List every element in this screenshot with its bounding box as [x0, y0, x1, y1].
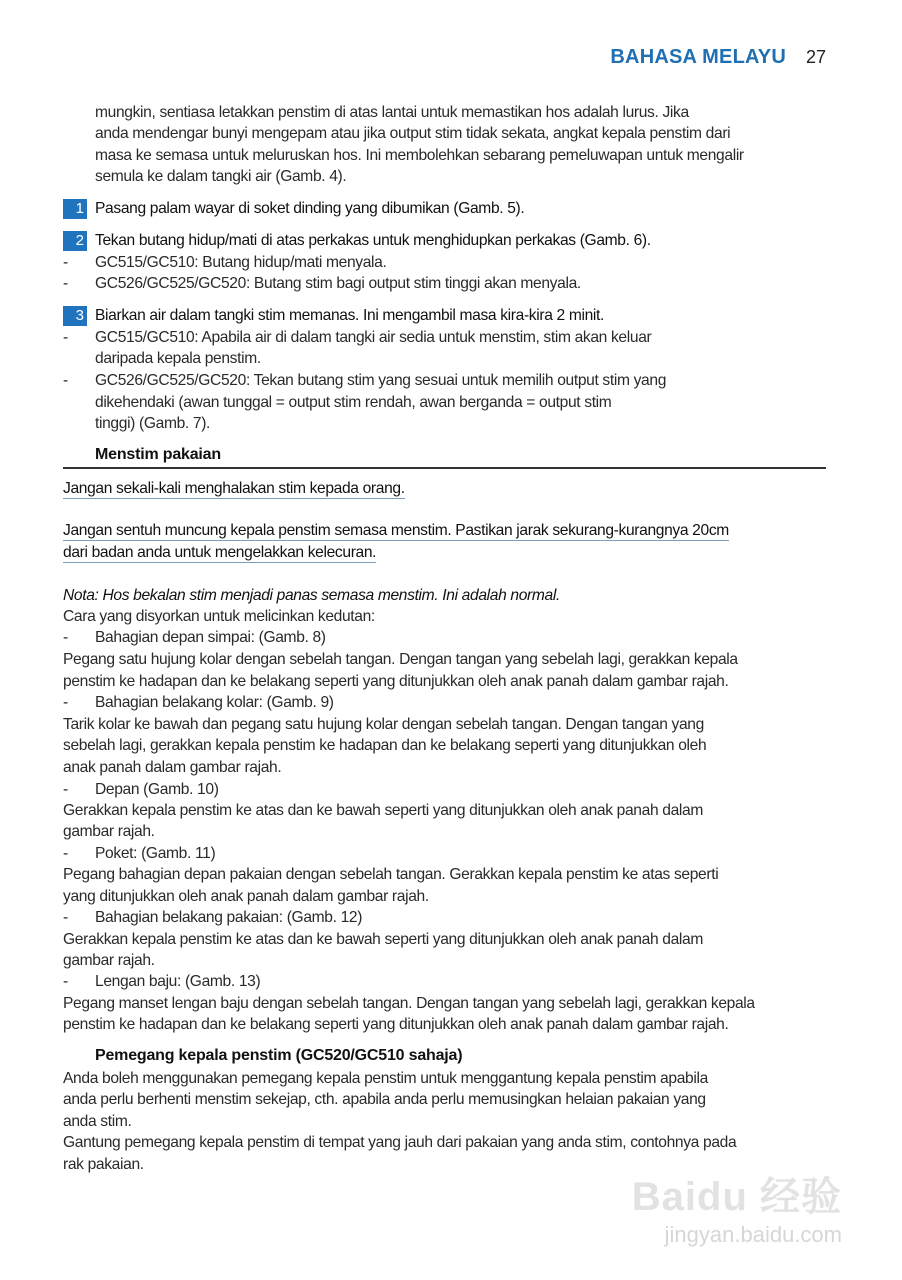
text-line: gambar rajah. — [63, 952, 155, 969]
text-line: Gantung pemegang kepala penstim di tempat yang jauh dari pakaian yang anda stim, contohnya pada — [63, 1134, 737, 1151]
bullet-dash: - — [63, 845, 69, 862]
bullet-dash: - — [63, 329, 69, 346]
step-number-badge: 1 — [63, 199, 87, 219]
text-line: anda stim. — [63, 1113, 132, 1130]
text-line: anda mendengar bunyi mengepam atau jika output stim tidak sekata, angkat kepala penstim dari — [95, 125, 731, 142]
text-line: Tarik kolar ke bawah dan pegang satu hujung kolar dengan sebelah tangan. Dengan tangan yang — [63, 716, 704, 733]
bullet-text: Bahagian depan simpai: (Gamb. 8) — [95, 629, 326, 646]
bullet-text: tinggi) (Gamb. 7). — [95, 415, 211, 432]
warning-text: Jangan sekali-kali menghalakan stim kepada orang. — [63, 480, 405, 497]
bullet-dash: - — [63, 372, 69, 389]
warning-text: dari badan anda untuk mengelakkan kelecuran. — [63, 544, 377, 561]
text-line: gambar rajah. — [63, 823, 155, 840]
text-line: Pegang manset lengan baju dengan sebelah tangan. Dengan tangan yang sebelah lagi, gerakkan kepala — [63, 995, 755, 1012]
heading-divider — [63, 467, 826, 469]
watermark-logo: Baidu 经验 — [631, 1175, 842, 1219]
text-line: Cara yang disyorkan untuk melicinkan kedutan: — [63, 608, 375, 625]
section-heading: Menstim pakaian — [95, 446, 221, 463]
text-line: yang ditunjukkan oleh anak panah dalam gambar rajah. — [63, 888, 429, 905]
section-language-title: BAHASA MELAYU — [610, 46, 786, 68]
bullet-text: GC526/GC525/GC520: Butang stim bagi output stim tinggi akan menyala. — [95, 275, 581, 292]
step-text: Pasang palam wayar di soket dinding yang dibumikan (Gamb. 5). — [95, 200, 525, 217]
watermark — [632, 1165, 842, 1248]
bullet-text: Poket: (Gamb. 11) — [95, 845, 216, 862]
text-line: Gerakkan kepala penstim ke atas dan ke bawah seperti yang ditunjukkan oleh anak panah dalam — [63, 931, 703, 948]
bullet-dash: - — [63, 781, 69, 798]
bullet-text: Bahagian belakang kolar: (Gamb. 9) — [95, 694, 334, 711]
bullet-dash: - — [63, 909, 69, 926]
bullet-dash: - — [63, 254, 69, 271]
bullet-text: GC515/GC510: Apabila air di dalam tangki air sedia untuk menstim, stim akan keluar — [95, 329, 652, 346]
section-heading: Pemegang kepala penstim (GC520/GC510 sahaja) — [95, 1047, 463, 1064]
bullet-dash: - — [63, 275, 69, 292]
text-line: anak panah dalam gambar rajah. — [63, 759, 282, 776]
text-line: penstim ke hadapan dan ke belakang seperti yang ditunjukkan oleh anak panah dalam gambar rajah. — [63, 1016, 729, 1033]
bullet-text: Depan (Gamb. 10) — [95, 781, 219, 798]
step-number-badge: 2 — [63, 231, 87, 251]
text-line: Anda boleh menggunakan pemegang kepala penstim untuk menggantung kepala penstim apabila — [63, 1070, 708, 1087]
text-line: penstim ke hadapan dan ke belakang seperti yang ditunjukkan oleh anak panah dalam gambar rajah. — [63, 673, 729, 690]
bullet-dash: - — [63, 629, 69, 646]
bullet-text: daripada kepala penstim. — [95, 350, 261, 367]
bullet-text: dikehendaki (awan tunggal = output stim rendah, awan berganda = output stim — [95, 394, 612, 411]
text-line: Gerakkan kepala penstim ke atas dan ke bawah seperti yang ditunjukkan oleh anak panah dalam — [63, 802, 703, 819]
text-line: Pegang bahagian depan pakaian dengan sebelah tangan. Gerakkan kepala penstim ke atas seperti — [63, 866, 719, 883]
text-line: masa ke semasa untuk meluruskan hos. Ini membolehkan sebarang pemeluwapan untuk mengalir — [95, 147, 744, 164]
bullet-text: Bahagian belakang pakaian: (Gamb. 12) — [95, 909, 363, 926]
text-line: Pegang satu hujung kolar dengan sebelah tangan. Dengan tangan yang sebelah lagi, gerakkan kepala — [63, 651, 738, 668]
text-line: sebelah lagi, gerakkan kepala penstim ke hadapan dan ke belakang seperti yang ditunjukkan oleh — [63, 737, 707, 754]
bullet-text: GC526/GC525/GC520: Tekan butang stim yang sesuai untuk memilih output stim yang — [95, 372, 667, 389]
step-text: Biarkan air dalam tangki stim memanas. Ini mengambil masa kira-kira 2 minit. — [95, 307, 604, 324]
bullet-dash: - — [63, 694, 69, 711]
text-line: anda perlu berhenti menstim sekejap, cth. apabila anda perlu memusingkan helaian pakaian yang — [63, 1091, 706, 1108]
watermark-url: jingyan.baidu.com — [664, 1222, 842, 1247]
page-number: 27 — [805, 47, 826, 67]
text-line: semula ke dalam tangki air (Gamb. 4). — [95, 168, 347, 185]
warning-text: Jangan sentuh muncung kepala penstim semasa menstim. Pastikan jarak sekurang-kurangnya 20cm — [63, 522, 729, 539]
bullet-text: Lengan baju: (Gamb. 13) — [95, 973, 261, 990]
text-line: rak pakaian. — [63, 1156, 144, 1173]
step-text: Tekan butang hidup/mati di atas perkakas untuk menghidupkan perkakas (Gamb. 6). — [95, 232, 651, 249]
text-line: mungkin, sentiasa letakkan penstim di atas lantai untuk memastikan hos adalah lurus. Jika — [95, 104, 689, 121]
note-text: Nota: Hos bekalan stim menjadi panas semasa menstim. Ini adalah normal. — [63, 587, 560, 604]
bullet-text: GC515/GC510: Butang hidup/mati menyala. — [95, 254, 387, 271]
bullet-dash: - — [63, 973, 69, 990]
step-number-badge: 3 — [63, 306, 87, 326]
